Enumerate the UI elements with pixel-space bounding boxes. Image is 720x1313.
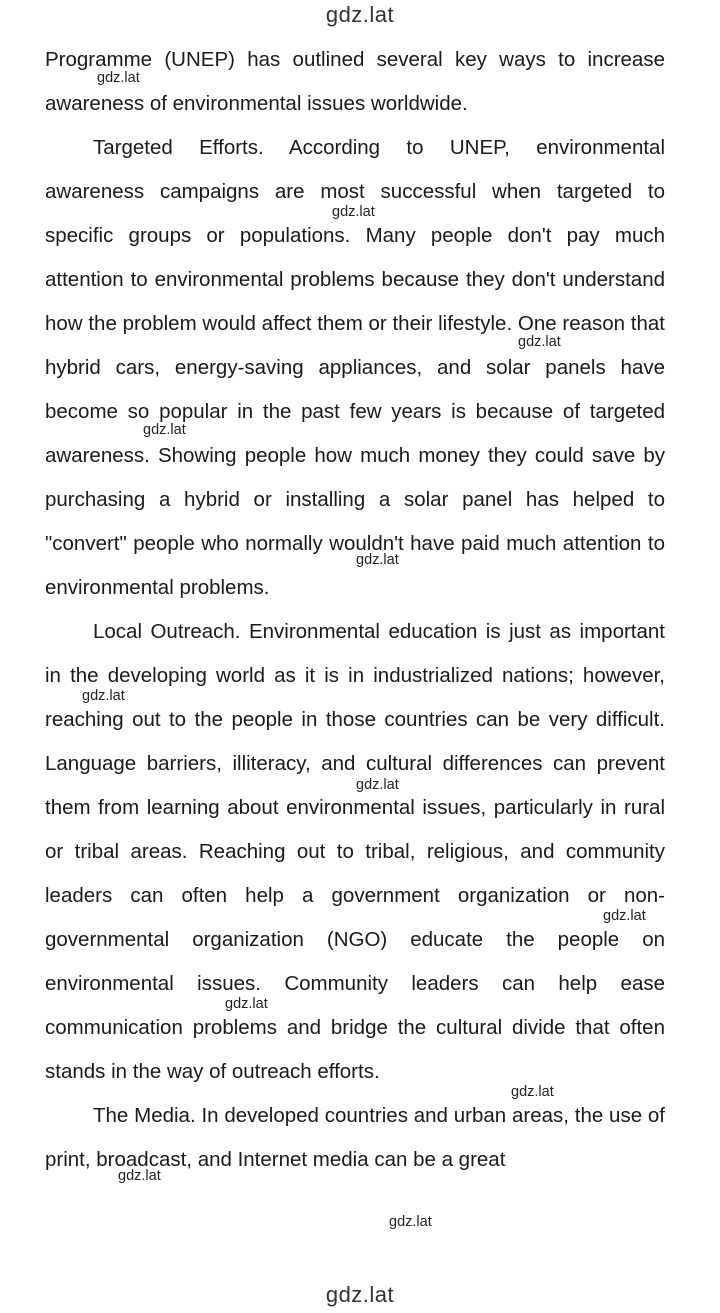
inline-watermark: gdz.lat [518,334,561,350]
inline-watermark: gdz.lat [356,777,399,793]
inline-watermark: gdz.lat [82,688,125,704]
inline-watermark: gdz.lat [332,204,375,220]
inline-watermark: gdz.lat [225,996,268,1012]
footer-watermark: gdz.lat [325,1282,395,1307]
paragraph-intro: Programme (UNEP) has outlined several key ways to increase awareness of environmental issues worldwide. [45,48,665,115]
inline-watermark: gdz.lat [389,1214,432,1230]
inline-watermark: gdz.lat [118,1168,161,1184]
inline-watermark: gdz.lat [97,70,140,86]
inline-watermark: gdz.lat [356,552,399,568]
inline-watermark: gdz.lat [511,1084,554,1100]
inline-watermark: gdz.lat [603,908,646,924]
header-watermark: gdz.lat [325,2,395,27]
inline-watermark: gdz.lat [143,422,186,438]
paragraph-local-outreach: Local Outreach. Environmental education is just as important in the developing world as it is in industrialized nations; however, reaching out to the people in those countries can be very difficult. Language barriers, illiteracy, and cultural differences can prevent them from learning about environmental issues, particularly in rural or tribal areas. Reaching out to tribal, religious, and community leaders can often help a government organization or non-governmental organization (NGO) educate the people on environmental issues. Community leaders can help ease communication problems and bridge the cultural divide that often stands in the way of outreach efforts. [45,620,665,1083]
paragraph-the-media: The Media. In developed countries and urban areas, the use of print, broadcast, and Internet media can be a great [45,1104,665,1171]
paragraph-targeted-efforts: Targeted Efforts. According to UNEP, environmental awareness campaigns are most successful when targeted to specific groups or populations. Many people don't pay much attention to environmental problems because they don't understand how the problem would affect them or their lifestyle. One reason that hybrid cars, energy-saving appliances, and solar panels have become so popular in the past few years is because of targeted awareness. Showing people how much money they could save by purchasing a hybrid or installing a solar panel has helped to "convert" people who normally wouldn't have paid much attention to environmental problems. [45,136,665,599]
